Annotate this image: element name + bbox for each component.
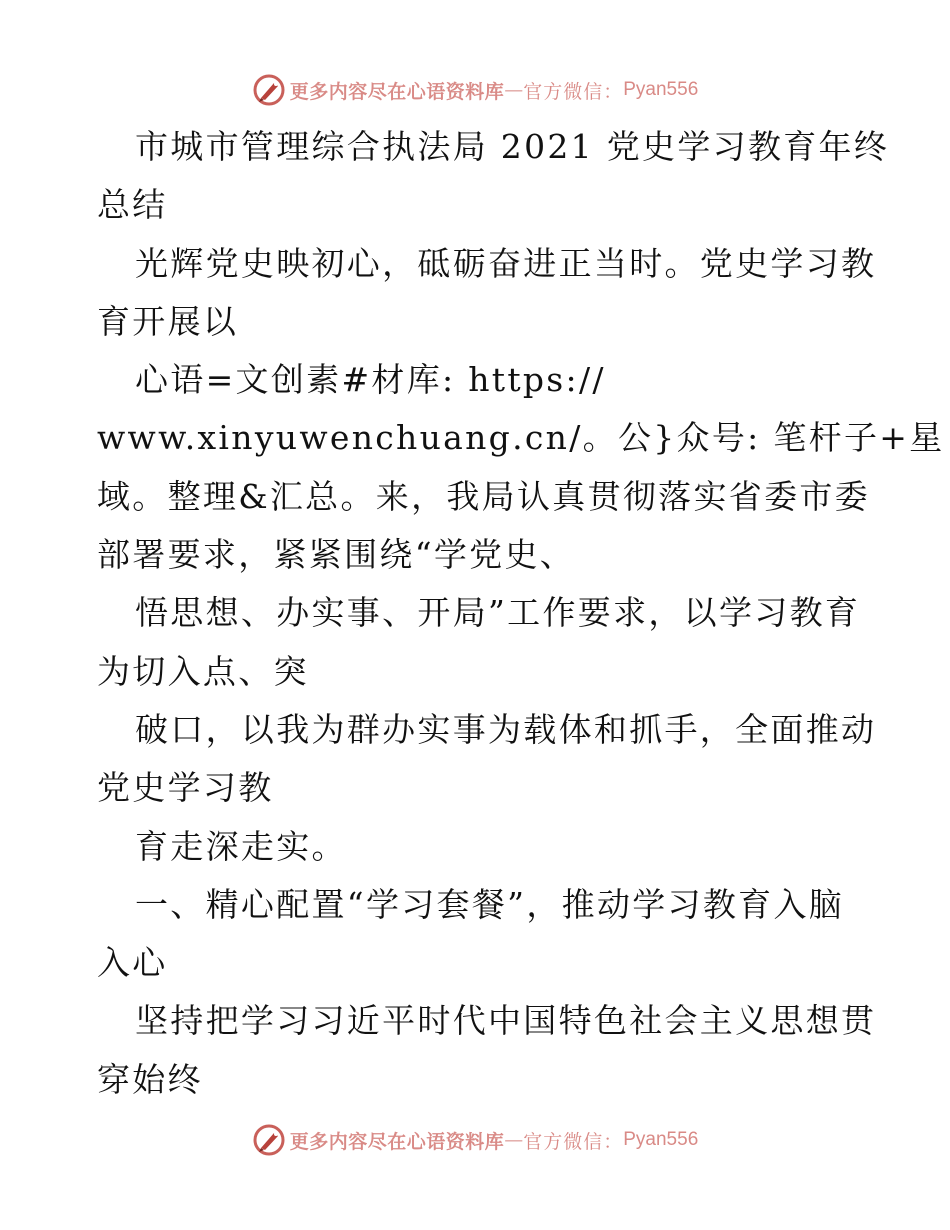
text-line: 市城市管理综合执法局 2021 党史学习教育年终 <box>135 127 890 166</box>
header-watermark <box>0 70 950 110</box>
text-line: 部署要求，紧紧围绕“学党史、 <box>97 535 576 575</box>
pen-logo-icon <box>252 73 286 107</box>
footer-watermark <box>0 1120 950 1160</box>
document-body <box>97 118 945 1109</box>
text-line: 穿始终 <box>97 1059 203 1099</box>
watermark-text: 更多内容尽在心语资料库 <box>289 80 505 103</box>
text-line: 育走深走实。 <box>135 826 347 866</box>
watermark-account-id: Pyan556 <box>623 1129 699 1150</box>
text-line: 入心 <box>97 943 168 983</box>
text-line: www.xinyuwenchuang.cn/。公}众号: 笔杆子+星 <box>97 418 945 458</box>
text-line: 坚持把学习习近平时代中国特色社会主义思想贯 <box>135 1001 877 1041</box>
text-line: 党史学习教 <box>97 768 274 808</box>
pen-logo-icon <box>252 1123 286 1157</box>
text-line: 悟思想、办实事、开局”工作要求，以学习教育 <box>135 593 861 633</box>
text-line: 域。整理&汇总。来，我局认真贯彻落实省委市委 <box>97 476 870 516</box>
watermark-official-label: 官方微信： <box>523 80 624 103</box>
text-line: 育开展以 <box>97 301 239 341</box>
text-line: 光辉党史映初心，砥砺奋进正当时。党史学习教 <box>135 243 877 283</box>
watermark-text: 更多内容尽在心语资料库 <box>289 1130 505 1153</box>
watermark-separator: — <box>504 1129 524 1151</box>
text-line: 为切入点、突 <box>97 651 309 691</box>
watermark-separator: — <box>504 79 524 101</box>
text-line: 一、精心配置“学习套餐”，推动学习教育入脑 <box>135 884 845 924</box>
text-line: 破口，以我为群办实事为载体和抓手，全面推动 <box>135 709 877 749</box>
watermark-official-label: 官方微信： <box>523 1130 624 1153</box>
text-line: 总结 <box>97 185 168 225</box>
text-line: 心语=文创素#材库: https:// <box>135 360 606 400</box>
watermark-account-id: Pyan556 <box>623 79 699 100</box>
